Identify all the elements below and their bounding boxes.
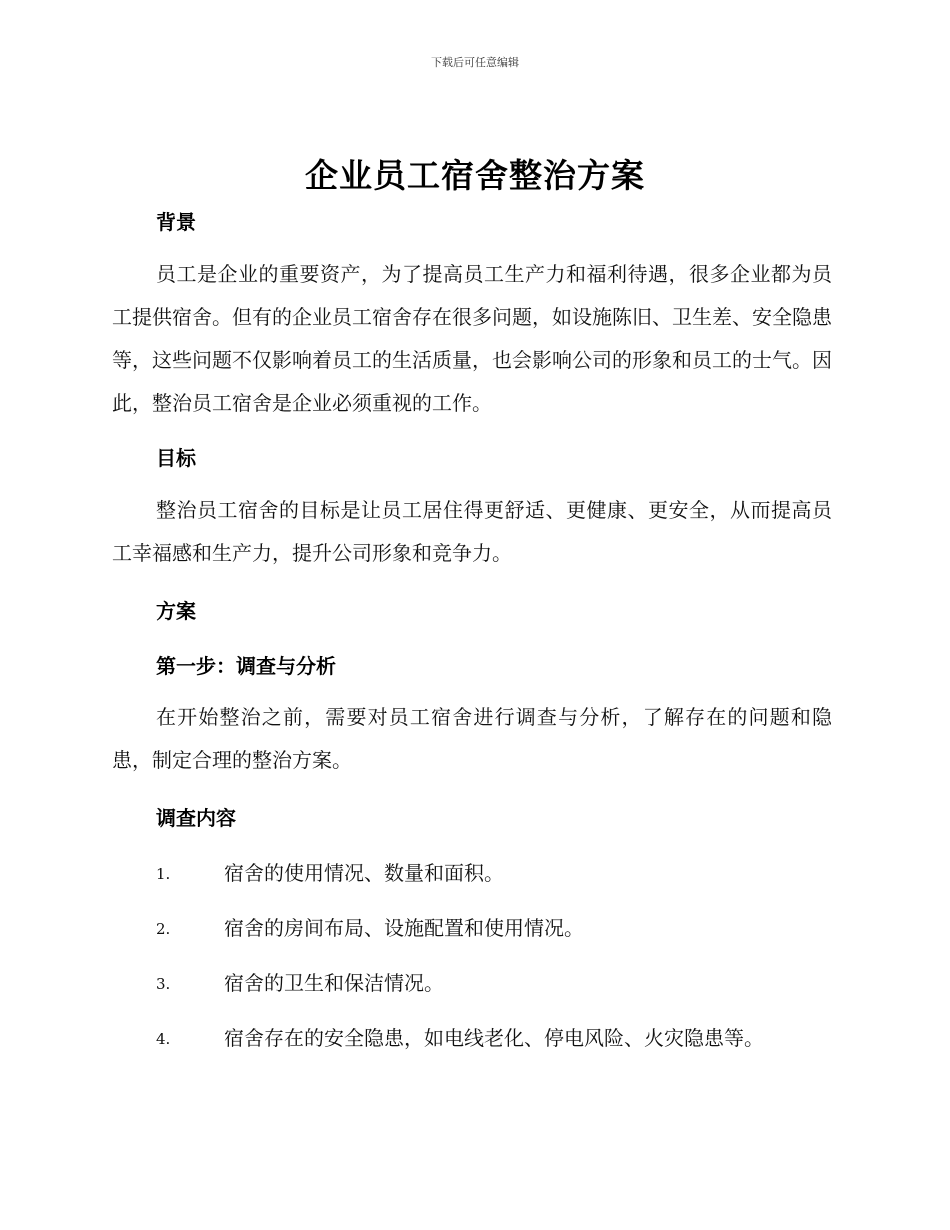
header-note: 下载后可任意编辑 bbox=[431, 56, 519, 69]
list-item-number: 4. bbox=[156, 1030, 171, 1048]
paragraph-step1: 在开始整治之前，需要对员工宿舍进行调查与分析，了解存在的问题和隐患，制定合理的整治方案。 bbox=[112, 705, 832, 772]
list-item-text: 宿舍的使用情况、数量和面积。 bbox=[224, 861, 504, 885]
heading-step1: 第一步：调查与分析 bbox=[156, 654, 336, 678]
list-item-text: 宿舍的房间布局、设施配置和使用情况。 bbox=[224, 916, 584, 940]
list-item bbox=[156, 1022, 764, 1051]
list-item bbox=[156, 912, 584, 941]
list-item bbox=[156, 967, 444, 996]
list-item-number: 2. bbox=[156, 920, 171, 938]
list-item-number: 1. bbox=[156, 865, 171, 883]
heading-plan: 方案 bbox=[156, 599, 196, 623]
list-item-text: 宿舍存在的安全隐患，如电线老化、停电风险、火灾隐患等。 bbox=[224, 1026, 764, 1050]
list-item-text: 宿舍的卫生和保洁情况。 bbox=[224, 971, 444, 995]
document-title: 企业员工宿舍整治方案 bbox=[305, 156, 645, 195]
paragraph-background: 员工是企业的重要资产，为了提高员工生产力和福利待遇，很多企业都为员工提供宿舍。但有的企业员工宿舍存在很多问题，如设施陈旧、卫生差、安全隐患等，这些问题不仅影响着员工的生活质量，也会影响公司的形象和员工的士气。因此，整治员工宿舍是企业必须重视的工作。 bbox=[112, 262, 832, 415]
heading-survey: 调查内容 bbox=[156, 806, 236, 830]
heading-background: 背景 bbox=[156, 210, 196, 234]
paragraph-goal: 整治员工宿舍的目标是让员工居住得更舒适、更健康、更安全，从而提高员工幸福感和生产力，提升公司形象和竞争力。 bbox=[112, 498, 832, 565]
heading-goal: 目标 bbox=[156, 446, 196, 470]
list-item bbox=[156, 857, 504, 886]
list-item-number: 3. bbox=[156, 975, 171, 993]
